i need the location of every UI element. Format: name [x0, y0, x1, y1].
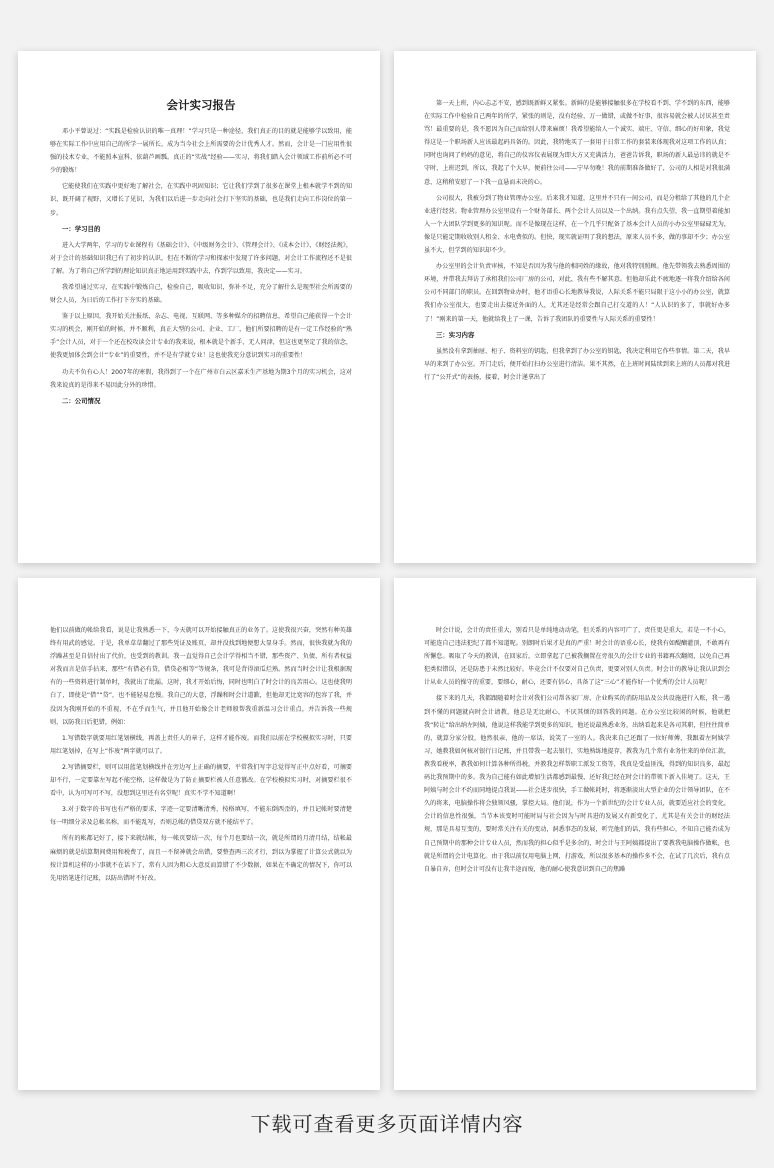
paragraph: 邓小平曾说过：“实践是检验认识的唯一真理！”学习只是一种途径，我们真正的目的就是能够学以致用，能够在实际工作中应用自己的所学一展所长，成为当今社会上所需要的会计优秀人才。然而，会计是一门应用性很强的技术专业，不能照本宣科，依葫芦画瓢。真正的“实战”经验——实习，将我们踏入会计领域工作前所必不可少的锻炼！	[50, 128, 352, 175]
paragraph: 公司很大，我被分到了物业管理办公室。后来我才知道，这里并不只有一间公司，而是分租给了其他的几个企业进行经营。物业管理办公室里设有一个财务部长、两个会计人员以及一个出纳。我有点失望，我一直期望着能加入一个大团队学到更多的知识呢。而不是像现在这样，在一个几乎只配备了基本会计人员的小办公室里碌碌无为，像是只能定期收收别人租金、水电费似的。但快，现实就证明了我的想法，原来人员不多，做的事却不少；办公室虽不大，但学到的知识却不少。	[424, 194, 730, 255]
document-page-3	[18, 578, 380, 1090]
paragraph: 功夫不负有心人！2007年的寒假，我得到了一个在广州市白云区嘉禾生产基地为期3个月的实习机会，这对我来说真的是得来不易因此分外的珍惜。	[50, 368, 352, 389]
download-more-caption[interactable]: 下载可查看更多页面详情内容	[250, 1112, 524, 1136]
paragraph: 虽然没有拿到抽屉、柜子、资料室的钥匙，但我拿到了办公室的钥匙，我决定利用它作些事情。第二天，我早早的来到了办公室。开门走后，便开始打扫办公室进行清洁。果不其然，在上班时间陆续到来上班的人员都对我进行了“公开式”的表扬，接着，时会计递拿出了	[424, 347, 730, 381]
paragraph: 1.写错数字就要用红笔划横线，再盖上责任人的章子，这样才能作废。而我们以前在学校模拟实习时，只要用红笔划掉，在写上“作废”两字就可以了。	[50, 734, 352, 755]
paragraph: 3.对于数字的书写也有严格的要求，字迹一定要清晰清秀，按格填写，不能东倒西歪的，并且记帐时要清楚每一明细分录及总帐名称，而不能乱写，否则总帐的借贷双方就不能结平了。	[50, 806, 352, 827]
paragraph: 第一天上班，内心忐忑不安，感到既新鲜又紧张。新鲜的是能够接触很多在学校看不到、学不到的东西，能够在实际工作中检验自己两年的所学，紧张的则是，没有经验，万一做错，或做不好事，很容易就会被人讨厌甚至责骂！最重要的是，我不愿因为自己而给别人带来麻烦！我希望能给人一个诚实、端庄、守信、细心的好印象，我觉得这是一个职场新人应该最起码具备的。因此，我特地买了一套用于日常工作的套装来体现我对这项工作的认真；同时也询问了妈妈的意见，将自己的仪容仪表展现为即大方又充满活力，爸爸告诉我，职场的新人最忌讳的就是不守时，上班迟到，所以，我起了个大早，便前往公司——宁早勿晚！我的前期准备做好了，公司的人相是对我很满意，这稍稍安慰了一下我一直悬而未决的心。	[424, 100, 730, 186]
paragraph: 所有的帐都记好了，接下来就结帐，每一帐页要结一次，每个月也要结一次，就是所谓的月清月结，结帐最麻烦的就是结算期间费用和税费了，而且一不留神就会出错，要整查两三次才行，到以为掌握了计算公式就以为按计算机这样的小事就不在话下了，常有人因为粗心大意反而算错了不少数据，如果在不确定的情况下，你可以先用铅笔进行记账，以防出错时不好改。	[50, 835, 352, 882]
document-page-4	[394, 578, 756, 1090]
section-heading: 一：学习目的	[62, 224, 101, 233]
paragraph: 它能使我们在实践中更好地了解社会，在实践中巩固知识；它让我们学到了很多在课堂上根本就学不到的知识，既开阔了视野，又增长了见识，为我们以后进一步走向社会打下坚实的基础，也是我们走向工作岗位的第一步。	[50, 183, 352, 217]
paragraph: 进入大学两年，学习的专业课程有《基础会计》、《中级财务会计》、《管理会计》、《成本会计》、《财经法规》，对于会计的基础知识我已有了初步的认识，但在不断的学习和探索中发现了许多问题，对会计工作流程还不是很了解。为了将自己所学到的理论知识真正地运用到实践中去，作到学以致用，我决定——实习。	[50, 241, 352, 275]
section-heading: 二：公司情况	[62, 396, 101, 405]
paragraph: 他们以前做的帐给我看，说是让我熟悉一下，今天就可以开始接触真正的业务了。这使我很兴奋，突然有种英雄终有用武的感觉。于是，我单草草翻过了那些凭证及账页，却并没找到地便想大显身手。然而，很快我就为我的浮躁甚至是自信付出了代价，也受到的教训。我一直觉得自己会计学得相当不错，那些资产、负债、所有者权益对我而言是信手拈来，那些“有借必有贷，借贷必相等”等规条，我可是背得滚瓜烂熟。然而当时会计让我根据现有的一些资料进行制单时，我就出了纰漏。这时，我才开始后悔，同时也明白了时会计的良苦用心。这也使我明白了，即使是“借”“贷”，也不能轻易怠慢。我自己的大意，浮躁和时会计道歉，但他却无比宽容的包容了我，并没因为我刚开始的不重视，不在乎而生气，并且他开始像会计老师般帮我重新温习会计重点，并告诉我一些规则，以防我日后犯错，例如：	[50, 627, 352, 726]
paragraph: 时会计说，会计的责任重大，别看只是单纯地动动笔，但关系的内容可广了，责任更是重大，若是一不小心，可能连自己违法犯纪了都不知道呢。别朗时后果才是真的严重！时会计的语重心长，使我有如醍醐灌顶，不敢再有所懈怠。吸取了今天的教训，在回家后，立即拿起了已被我搁置在旁很久的会计专业的书籍再次翻阅，以免自己再犯类似错误，还是防患于未然比较好。毕竟会计不仅要对自己负责，更要对别人负责。时会计的教导让我认识到会计从业人员的操守的重要，要细心，耐心，还要有信心，具备了这“三心”才能作好一个优秀的会计人员呢！	[424, 627, 730, 687]
document-page-2	[394, 51, 756, 563]
section-heading: 三：实习内容	[436, 330, 475, 339]
document-page-1	[18, 51, 380, 563]
paragraph: 2.写错摘要栏，则可以用蓝笔划横线并在旁边写上正确的摘要，平常我们写字总觉得写正中点好看，可摘要却不行，一定要靠左写起不能空格，这样做是为了防止摘要栏被人任意篡改。在学校模拟实习时，对摘要栏很不看中，认为可写可不写，没想到这里还有名堂呢！真实不学不知道啊！	[50, 763, 352, 798]
paragraph: 办公室里的会计负责审核，不知是否因为我与他的相同姓的缘故，他对我特别照顾。他先带领我去熟悉周围的环境，并带我去拜访了承租我们公司厂房的公司，对此，我有些不解其意。但他却乐此不疲地逐一将我介绍给各间公司不同部门的职员。在回到物业办时，他才语重心长地教导我说，人际关系不能只局限于这小小的办公室，就算我们办公室很大，也要走出去接近外面的人，尤其还是经常会跟自己打交道的人！“人认识的多了，事就好办多了！”刚来的第一天，他就给我上了一课，告诉了我团队的重要性与人际关系的重要性！	[424, 263, 730, 323]
paragraph: 接下来的几天，我都跟随着时会计对我们公司帮各家厂房、企业购买的消防用品及公共设施进行入账，我一遇到不懂的问题就向时会计请教，他总是无比耐心，不厌其烦的回答我的问题。在办公室比较闲的时候，他就把我“转让”给出纳左阿姨，他说这样我能学到更多的知识，他还说最熟悉业务，出纳看起来是各司其职，但往往简单的，就算分家分股，他然很亲，他的一席话，说笑了一室的人。我决来自己还跟了一位好师傅，我跟着左阿姨学习，她教我如何核对银行日记账，并且带我一起去银行，实地熟练地提存，教我为几个常有业务往来的单位汇款，教我看税率，教我如何计算各种所得税，并教我怎样帮职工派发工资等，我真是受益匪浅，得到的知识良多，最起码比我预期中的多。我为自己能有如此增加生活都感到最慢，还好我已经在时会计的带领下新入佳境了。这天，王阿姨与时会计不约而同地提点我说——社会进步很快，手工做帐耗时，将逐渐淡出大型企业的会计领导团队，在不久的将来，电脑操作将会独领风骚，掌控大局。他们说，作为一个新世纪的会计专业人员，就要适应社会的变化，会计的信息性很强，当节本该变时可能时局与社会因为与时具进的发展又有新变化了，尤其是有关会计的财经法规，那是具易互变的，要时常关注有关的变动，洞悉事态的发展，听完他们的话，我有些担心，不知自己能否成为自己预期中的那种会计专业人员，然而我的担心似乎是多余的，时会计与王阿姨都提出了要教我电脑操作做帐，也就是所谓的会计电算化。由于我以前仅用电脑上网，打游戏，所以很多基本的操作多不会，在试了几次后，我有点自暴自弃，但时会计可没有让我半途而废，他的耐心使我意识到自己的焦躁	[424, 695, 730, 873]
paragraph: 鉴于以上原因，我开始关注报纸、杂志、电视、互联网、等多种媒介的招聘信息，希望自己能获得一个会计实习的机会，刚开始的时候，并不顺利，真正大型的公司、企业、工厂，他们所要招聘的是有一定工作经验的“熟手”会计人员，对于一个还在校攻读会计专业的我来说，根本就是个新手，无人问津，但这也更坚定了我的信念，使我更加体会到会计“专业”的重要性，并不是有学就专业！这也使我充分意识到实习的重要性！	[50, 313, 352, 360]
page-title: 会计实习报告	[166, 98, 236, 112]
paragraph: 我希望通过实习，在实践中锻炼自己，检验自己，吸收知识，弥补不足，充分了解什么是现型社会所需要的财会人员，为日后的工作打下夯实的基础。	[50, 283, 352, 305]
